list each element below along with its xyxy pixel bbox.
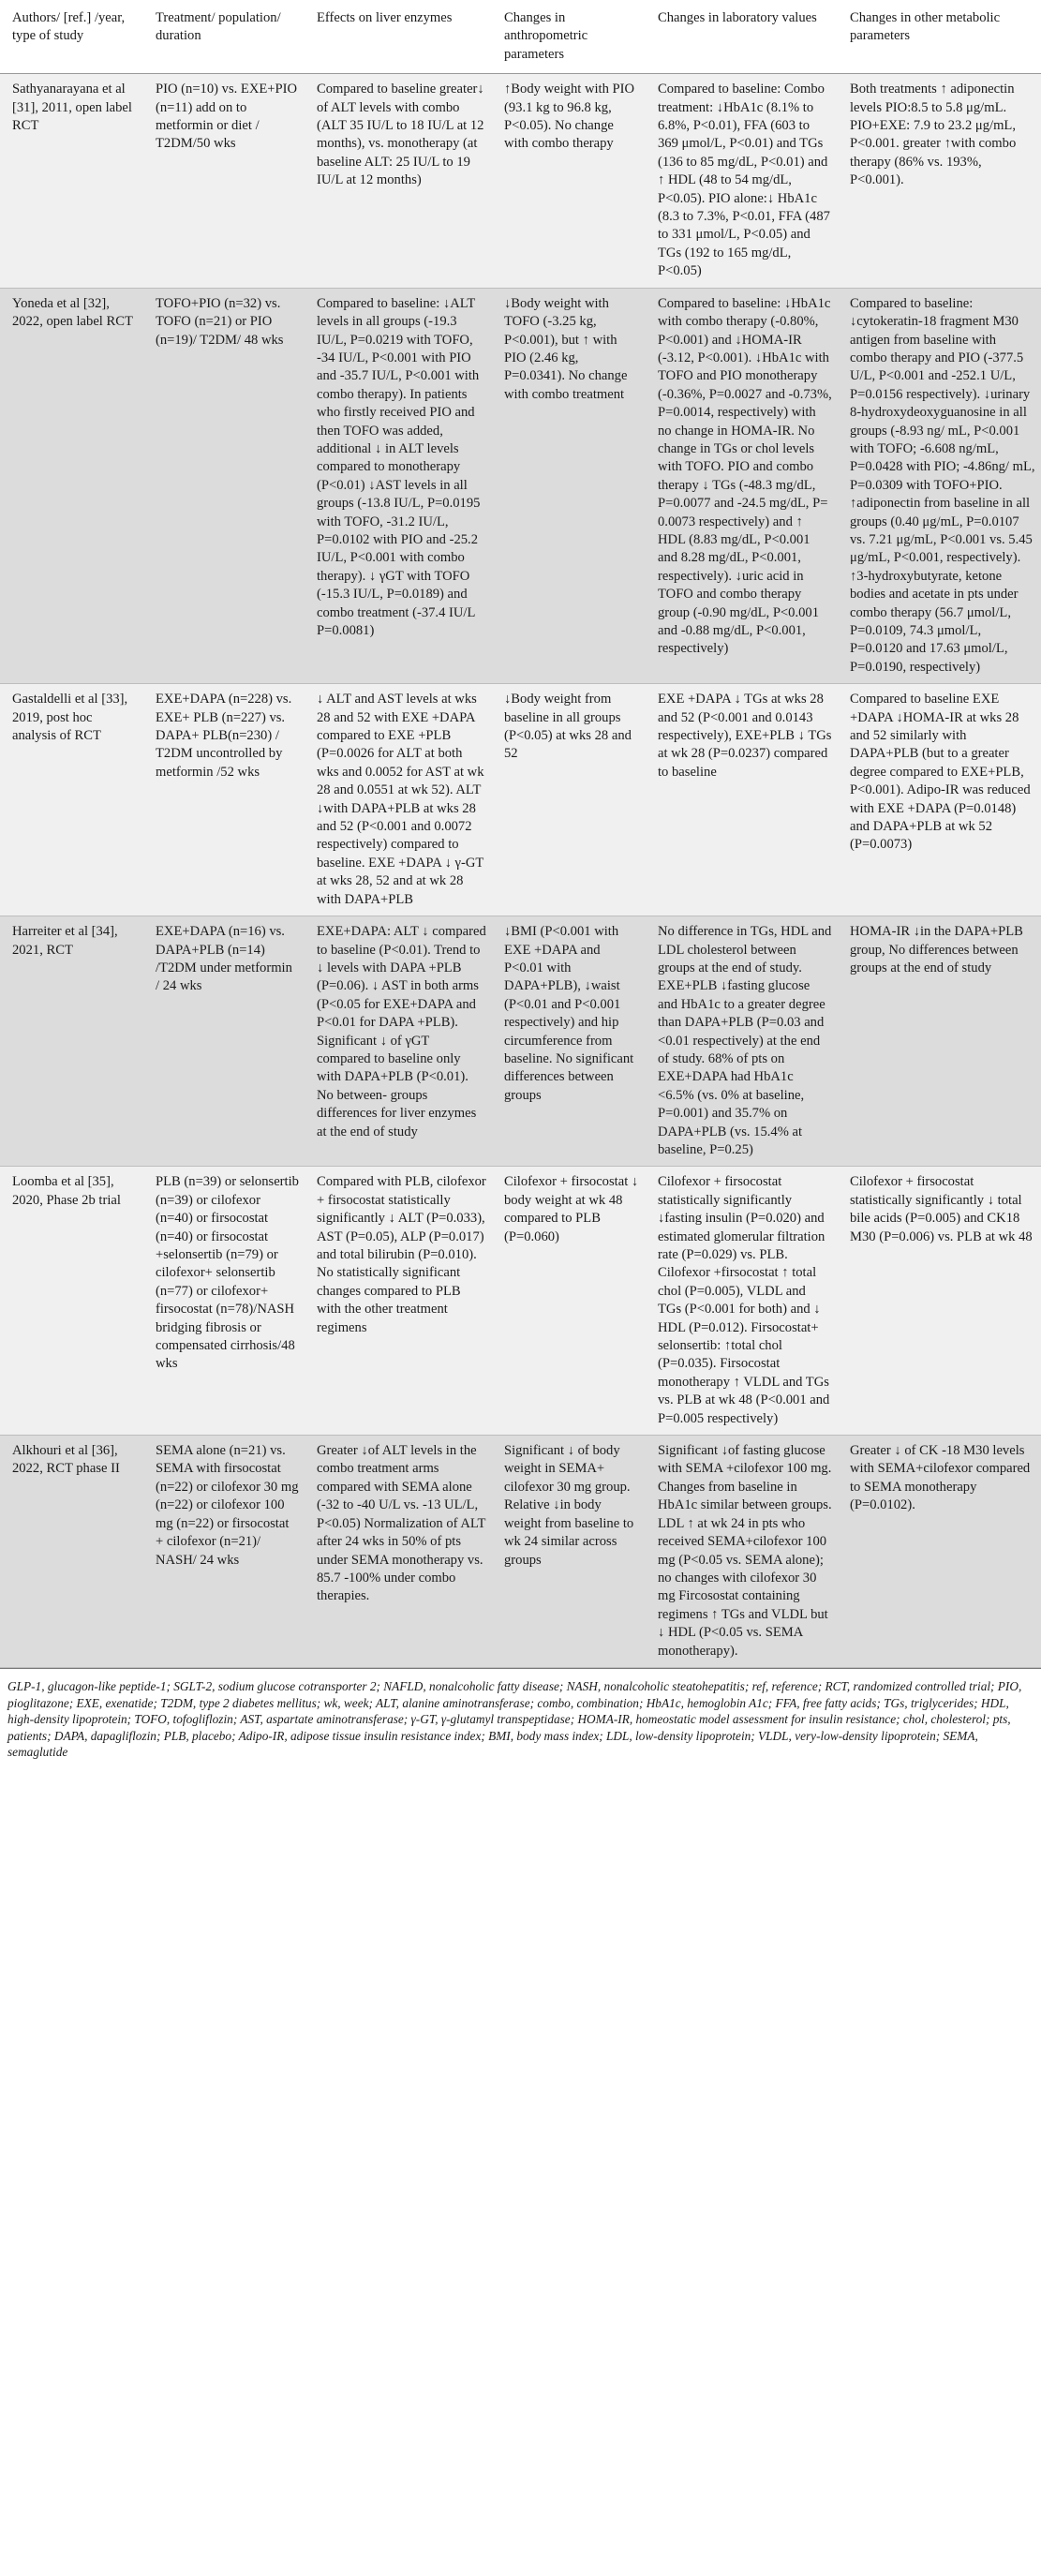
cell-liver: EXE+DAPA: ALT ↓ compared to baseline (P<0.01). Trend to ↓ levels with DAPA +PLB (P=0.06). ↓ AST in both arms (P<0.05 for EXE+DAPA and P<0.01 for DAPA +PLB). Significant ↓ of γGT compared to baseline only with DAPA+PLB (P<0.01). No between- groups differences for liver enzymes at the end of study	[305, 916, 492, 1167]
cell-lab: Significant ↓of fasting glucose with SEMA +cilofexor 100 mg. Changes from baseline in HbA1c similar between groups. LDL ↑ at wk 24 in pts who received SEMA+cilofexor 100 mg (P<0.05 vs. SEMA alone); no changes with cilofexor 30 mg Fircosostat containing regimens ↑ TGs and VLDL but ↓ HDL (P<0.05 vs. SEMA monotherapy).	[646, 1436, 838, 1668]
cell-study: Gastaldelli et al [33], 2019, post hoc analysis of RCT	[0, 684, 143, 916]
cell-lab: EXE +DAPA ↓ TGs at wks 28 and 52 (P<0.001 and 0.0143 respectively), EXE+PLB ↓ TGs at wk 28 (P=0.0237) compared to baseline	[646, 684, 838, 916]
cell-study: Loomba et al [35], 2020, Phase 2b trial	[0, 1167, 143, 1436]
cell-lab: Compared to baseline: Combo treatment: ↓HbA1c (8.1% to 6.8%, P<0.01), FFA (603 to 369 μmol/L, P<0.01) and TGs (136 to 85 mg/dL, P<0.01) and ↑ HDL (48 to 54 mg/dL, P<0.05). PIO alone:↓ HbA1c (8.3 to 7.3%, P<0.01, FFA (487 to 331 μmol/L, P<0.05) and TGs (192 to 165 mg/dL, P<0.05)	[646, 74, 838, 288]
cell-study: Yoneda et al [32], 2022, open label RCT	[0, 288, 143, 684]
table-row	[0, 684, 1041, 916]
cell-lab: Cilofexor + firsocostat statistically significantly ↓fasting insulin (P=0.020) and estimated glomerular filtration rate (P=0.029) vs. PLB. Cilofexor +firsocostat ↑ total chol (P=0.005), VLDL and TGs (P<0.001 for both) and ↓ HDL (P=0.012). Firsocostat+ selonsertib: ↑total chol (P=0.035). Firsocostat monotherapy ↑ VLDL and TGs vs. PLB at wk 48 (P<0.001 and P=0.005 respectively)	[646, 1167, 838, 1436]
cell-anthro: ↓BMI (P<0.001 with EXE +DAPA and P<0.01 with DAPA+PLB), ↓waist (P<0.01 and P<0.001 respectively) and hip circumference from baseline. No significant differences between groups	[492, 916, 646, 1167]
cell-study: Alkhouri et al [36], 2022, RCT phase II	[0, 1436, 143, 1668]
header-authors: Authors/ [ref.] /year, type of study	[0, 0, 143, 74]
header-anthropometric: Changes in anthropometric parameters	[492, 0, 646, 74]
cell-metabolic: Greater ↓ of CK -18 M30 levels with SEMA+cilofexor compared to SEMA monotherapy (P=0.0102).	[838, 1436, 1041, 1668]
cell-treatment: EXE+DAPA (n=16) vs. DAPA+PLB (n=14) /T2DM under metformin / 24 wks	[143, 916, 305, 1167]
cell-lab: Compared to baseline: ↓HbA1c with combo therapy (-0.80%, P<0.001) and ↓HOMA-IR (-3.12, P<0.001). ↓HbA1c with TOFO and PIO monotherapy (-0.36%, P=0.0027 and -0.73%, P=0.0014, respectively) with no change in HOMA-IR. No change in TGs or chol levels with TOFO. PIO and combo therapy ↓ TGs (-48.3 mg/dL, P=0.0077 and -24.5 mg/dL, P= 0.0073 respectively) and ↑ HDL (8.83 mg/dL, P<0.001 and 8.28 mg/dL, P<0.001, respectively). ↓uric acid in TOFO and combo therapy group (-0.90 mg/dL, P<0.001 and -0.88 mg/dL, P<0.001, respectively)	[646, 288, 838, 684]
table-row	[0, 1436, 1041, 1668]
table-row	[0, 74, 1041, 288]
cell-study: Harreiter et al [34], 2021, RCT	[0, 916, 143, 1167]
table-row	[0, 916, 1041, 1167]
cell-liver: ↓ ALT and AST levels at wks 28 and 52 with EXE +DAPA compared to EXE +PLB (P=0.0026 for ALT at both wks and 0.0052 for AST at wk 28 and 0.0551 at wk 52). ALT ↓with DAPA+PLB at wks 28 and 52 (P<0.001 and 0.0072 respectively) compared to baseline. EXE +DAPA ↓ γ-GT at wks 28, 52 and at wk 28 with DAPA+PLB	[305, 684, 492, 916]
table-header-row	[0, 0, 1041, 74]
header-treatment: Treatment/ population/ duration	[143, 0, 305, 74]
cell-lab: No difference in TGs, HDL and LDL cholesterol between groups at the end of study. EXE+PLB ↓fasting glucose and HbA1c to a greater degree than DAPA+PLB (P=0.03 and <0.01 respectively) at the end of study. 68% of pts on EXE+DAPA had HbA1c <6.5% (vs. 0% at baseline, P=0.001) and 35.7% on DAPA+PLB (vs. 15.4% at baseline, P=0.25)	[646, 916, 838, 1167]
cell-treatment: TOFO+PIO (n=32) vs. TOFO (n=21) or PIO (n=19)/ T2DM/ 48 wks	[143, 288, 305, 684]
cell-treatment: PIO (n=10) vs. EXE+PIO (n=11) add on to metformin or diet / T2DM/50 wks	[143, 74, 305, 288]
header-liver-enzymes: Effects on liver enzymes	[305, 0, 492, 74]
cell-liver: Compared to baseline: ↓ALT levels in all groups (-19.3 IU/L, P=0.0219 with TOFO, -34 IU/L, P<0.001 with PIO and -35.7 IU/L, P<0.001 with combo therapy). In patients who firstly received PIO and then TOFO was added, additional ↓ in ALT levels compared to monotherapy (P<0.01) ↓AST levels in all groups (-13.8 IU/L, P=0.0195 with TOFO, -31.2 IU/L, P=0.0102 with PIO and -25.2 IU/L, P<0.001 with combo therapy). ↓ γGT with TOFO (-15.3 IU/L, P=0.0189) and combo treatment (-37.4 IU/L P=0.0081)	[305, 288, 492, 684]
cell-liver: Compared to baseline greater↓ of ALT levels with combo (ALT 35 IU/L to 18 IU/L at 12 months), vs. monotherapy (at baseline ALT: 25 IU/L to 19 IU/L at 12 months)	[305, 74, 492, 288]
cell-treatment: SEMA alone (n=21) vs. SEMA with firsocostat (n=22) or cilofexor 30 mg (n=22) or cilofexor 100 mg (n=22) or firsocostat + cilofexor (n=21)/ NASH/ 24 wks	[143, 1436, 305, 1668]
cell-anthro: ↓Body weight from baseline in all groups (P<0.05) at wks 28 and 52	[492, 684, 646, 916]
cell-liver: Greater ↓of ALT levels in the combo treatment arms compared with SEMA alone (-32 to -40 U/L vs. -13 UL/L, P<0.05) Normalization of ALT after 24 wks in 50% of pts under SEMA monotherapy vs. 85.7 -100% under combo therapies.	[305, 1436, 492, 1668]
cell-anthro: ↓Body weight with TOFO (-3.25 kg, P<0.001), but ↑ with PIO (2.46 kg, P=0.0341). No change with combo treatment	[492, 288, 646, 684]
header-laboratory: Changes in laboratory values	[646, 0, 838, 74]
cell-anthro: Cilofexor + firsocostat ↓ body weight at wk 48 compared to PLB (P=0.060)	[492, 1167, 646, 1436]
cell-anthro: ↑Body weight with PIO (93.1 kg to 96.8 kg, P<0.05). No change with combo therapy	[492, 74, 646, 288]
cell-treatment: PLB (n=39) or selonsertib (n=39) or cilofexor (n=40) or firsocostat (n=40) or firsocostat +selonsertib (n=79) or cilofexor+ selonsertib (n=77) or cilofexor+ firsocostat (n=78)/NASH bridging fibrosis or compensated cirrhosis/48 wks	[143, 1167, 305, 1436]
cell-liver: Compared with PLB, cilofexor + firsocostat statistically significantly ↓ ALT (P=0.033), AST (P=0.05), ALP (P=0.017) and total bilirubin (P=0.010). No statistically significant changes compared to PLB with the other treatment regimens	[305, 1167, 492, 1436]
table-footnote: GLP-1, glucagon-like peptide-1; SGLT-2, sodium glucose cotransporter 2; NAFLD, nonalcoholic fatty disease; NASH, nonalcoholic steatohepatitis; ref, reference; RCT, randomized controlled trial; PIO, pioglitazone; EXE, exenatide; T2DM, type 2 diabetes mellitus; wk, week; ALT, alanine aminotransferase; combo, combination; HbA1c, hemoglobin A1c; FFA, free fatty acids; TGs, triglycerides; HDL, high-density lipoprotein; TOFO, tofogliflozin; AST, aspartate aminotransferase; γ-GT, γ-glutamyl transpeptidase; HOMA-IR, homeostatic model assessment for insulin resistance; chol, cholesterol; pts, patients; DAPA, dapagliflozin; PLB, placebo; Adipo-IR, adipose tissue insulin resistance index; BMI, body mass index; LDL, low-density lipoprotein; VLDL, very-low-density lipoprotein; SEMA, semaglutide	[0, 1668, 1041, 1761]
cell-anthro: Significant ↓ of body weight in SEMA+ cilofexor 30 mg group. Relative ↓in body weight from baseline to wk 24 similar across groups	[492, 1436, 646, 1668]
header-metabolic: Changes in other metabolic parameters	[838, 0, 1041, 74]
cell-treatment: EXE+DAPA (n=228) vs. EXE+ PLB (n=227) vs. DAPA+ PLB(n=230) / T2DM uncontrolled by metformin /52 wks	[143, 684, 305, 916]
cell-study: Sathyanarayana et al [31], 2011, open label RCT	[0, 74, 143, 288]
table-row	[0, 1167, 1041, 1436]
cell-metabolic: Compared to baseline: ↓cytokeratin-18 fragment M30 antigen from baseline with combo therapy and PIO (-377.5 U/L, P<0.001 and -252.1 U/L, P=0.0156 respectively). ↓urinary 8-hydroxydeoxyguanosine in all groups (-8.93 ng/ mL, P<0.001 with TOFO; -6.608 ng/mL, P=0.0428 with PIO; -4.86ng/ mL, P=0.0309 with TOFO+PIO. ↑adiponectin from baseline in all groups (0.40 μg/mL, P=0.0107 vs. 7.21 μg/mL, P<0.001 vs. 5.45 μg/mL, P<0.001, respectively). ↑3-hydroxybutyrate, ketone bodies and acetate in pts under combo therapy (56.7 μmol/L, P=0.0109, 74.3 μmol/L, P=0.0120 and 17.63 μmol/L, P=0.0190, respectively)	[838, 288, 1041, 684]
cell-metabolic: Compared to baseline EXE +DAPA ↓HOMA-IR at wks 28 and 52 similarly with DAPA+PLB (but to a greater degree compared to EXE+PLB, P<0.001). Adipo-IR was reduced with EXE +DAPA (P=0.0148) and DAPA+PLB at wk 52 (P=0.0073)	[838, 684, 1041, 916]
cell-metabolic: Cilofexor + firsocostat statistically significantly ↓ total bile acids (P=0.005) and CK18 M30 (P=0.006) vs. PLB at wk 48	[838, 1167, 1041, 1436]
cell-metabolic: Both treatments ↑ adiponectin levels PIO:8.5 to 5.8 μg/mL. PIO+EXE: 7.9 to 23.2 μg/mL, P<0.001. greater ↑with combo therapy (86% vs. 193%, P<0.001).	[838, 74, 1041, 288]
table-row	[0, 288, 1041, 684]
cell-metabolic: HOMA-IR ↓in the DAPA+PLB group, No differences between groups at the end of study	[838, 916, 1041, 1167]
